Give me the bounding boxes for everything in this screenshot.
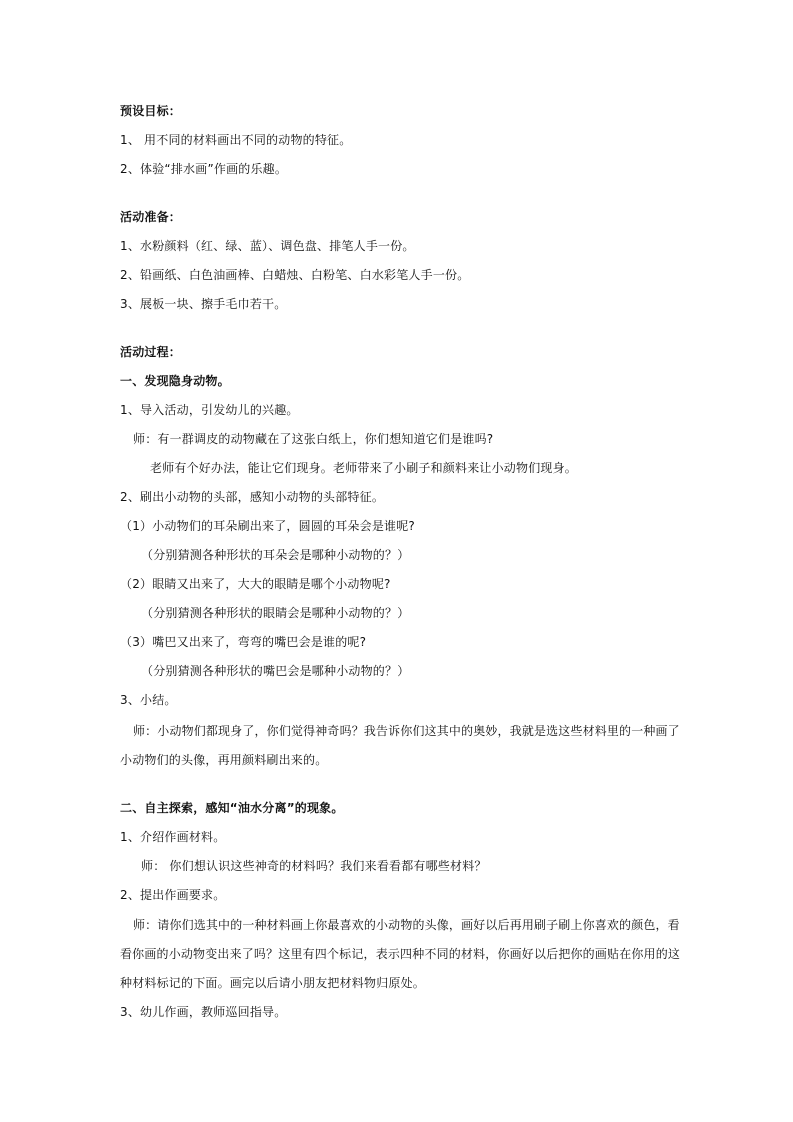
part2-line-1: 1、介绍作画材料。 [120, 830, 226, 844]
part1-line-3: 老师有个好办法，能让它们现身。老师带来了小刷子和颜料来让小动物们现身。 [150, 461, 578, 475]
part2-line-3: 2、提出作画要求。 [120, 888, 226, 902]
goals-heading: 预设目标： [120, 104, 182, 118]
part2-line-6: 种材料标记的下面。画完以后请小朋友把材料物归原处。 [120, 976, 426, 990]
part2-line-5: 看你画的小动物变出来了吗？这里有四个标记，表示四种不同的材料，你画好以后把你的画贴在你用的这 [120, 947, 681, 961]
part1-line-9: （3）嘴巴又出来了，弯弯的嘴巴会是谁的呢? [120, 635, 367, 649]
prep-item-1: 1、水粉颜料（红、绿、蓝）、调色盘、排笔人手一份。 [120, 239, 415, 253]
prep-item-3: 3、展板一块、擦手毛巾若干。 [120, 297, 287, 311]
part2-line-2: 师： 你们想认识这些神奇的材料吗？我们来看看都有哪些材料？ [141, 859, 487, 873]
part1-line-7: （2）眼睛又出来了，大大的眼睛是哪个小动物呢? [120, 577, 391, 591]
part1-line-6: （分别猜测各种形状的耳朵会是哪种小动物的？） [141, 548, 410, 562]
prep-heading: 活动准备： [120, 210, 182, 224]
part1-line-2: 师：有一群调皮的动物藏在了这张白纸上，你们想知道它们是谁吗? [133, 432, 494, 446]
part1-line-4: 2、刷出小动物的头部，感知小动物的头部特征。 [120, 490, 385, 504]
part1-line-1: 1、导入活动，引发幼儿的兴趣。 [120, 403, 299, 417]
goal-item-1: 1、 用不同的材料画出不同的动物的特征。 [120, 133, 352, 147]
part1-line-5: （1）小动物们的耳朵刷出来了，圆圆的耳朵会是谁呢? [120, 519, 416, 533]
part1-line-13: 小动物们的头像，再用颜料刷出来的。 [120, 753, 328, 767]
prep-item-2: 2、铅画纸、白色油画棒、白蜡烛、白粉笔、白水彩笔人手一份。 [120, 268, 470, 282]
part1-line-11: 3、小结。 [120, 693, 177, 707]
part1-line-12: 师：小动物们都现身了，你们觉得神奇吗？我告诉你们这其中的奥妙，我就是选这些材料里的一种画了 [133, 724, 680, 738]
process-heading: 活动过程： [120, 345, 182, 359]
part2-line-7: 3、幼儿作画，教师巡回指导。 [120, 1005, 287, 1019]
part1-title: 一、发现隐身动物。 [120, 374, 230, 388]
goal-item-2: 2、体验“排水画”作画的乐趣。 [120, 162, 288, 176]
part1-line-10: （分别猜测各种形状的嘴巴会是哪种小动物的？） [141, 664, 410, 678]
part2-title: 二、自主探索，感知“油水分离”的现象。 [120, 801, 344, 815]
part1-line-8: （分别猜测各种形状的眼睛会是哪种小动物的？） [141, 606, 410, 620]
part2-line-4: 师：请你们选其中的一种材料画上你最喜欢的小动物的头像，画好以后再用刷子刷上你喜欢的颜色，看 [133, 918, 680, 932]
